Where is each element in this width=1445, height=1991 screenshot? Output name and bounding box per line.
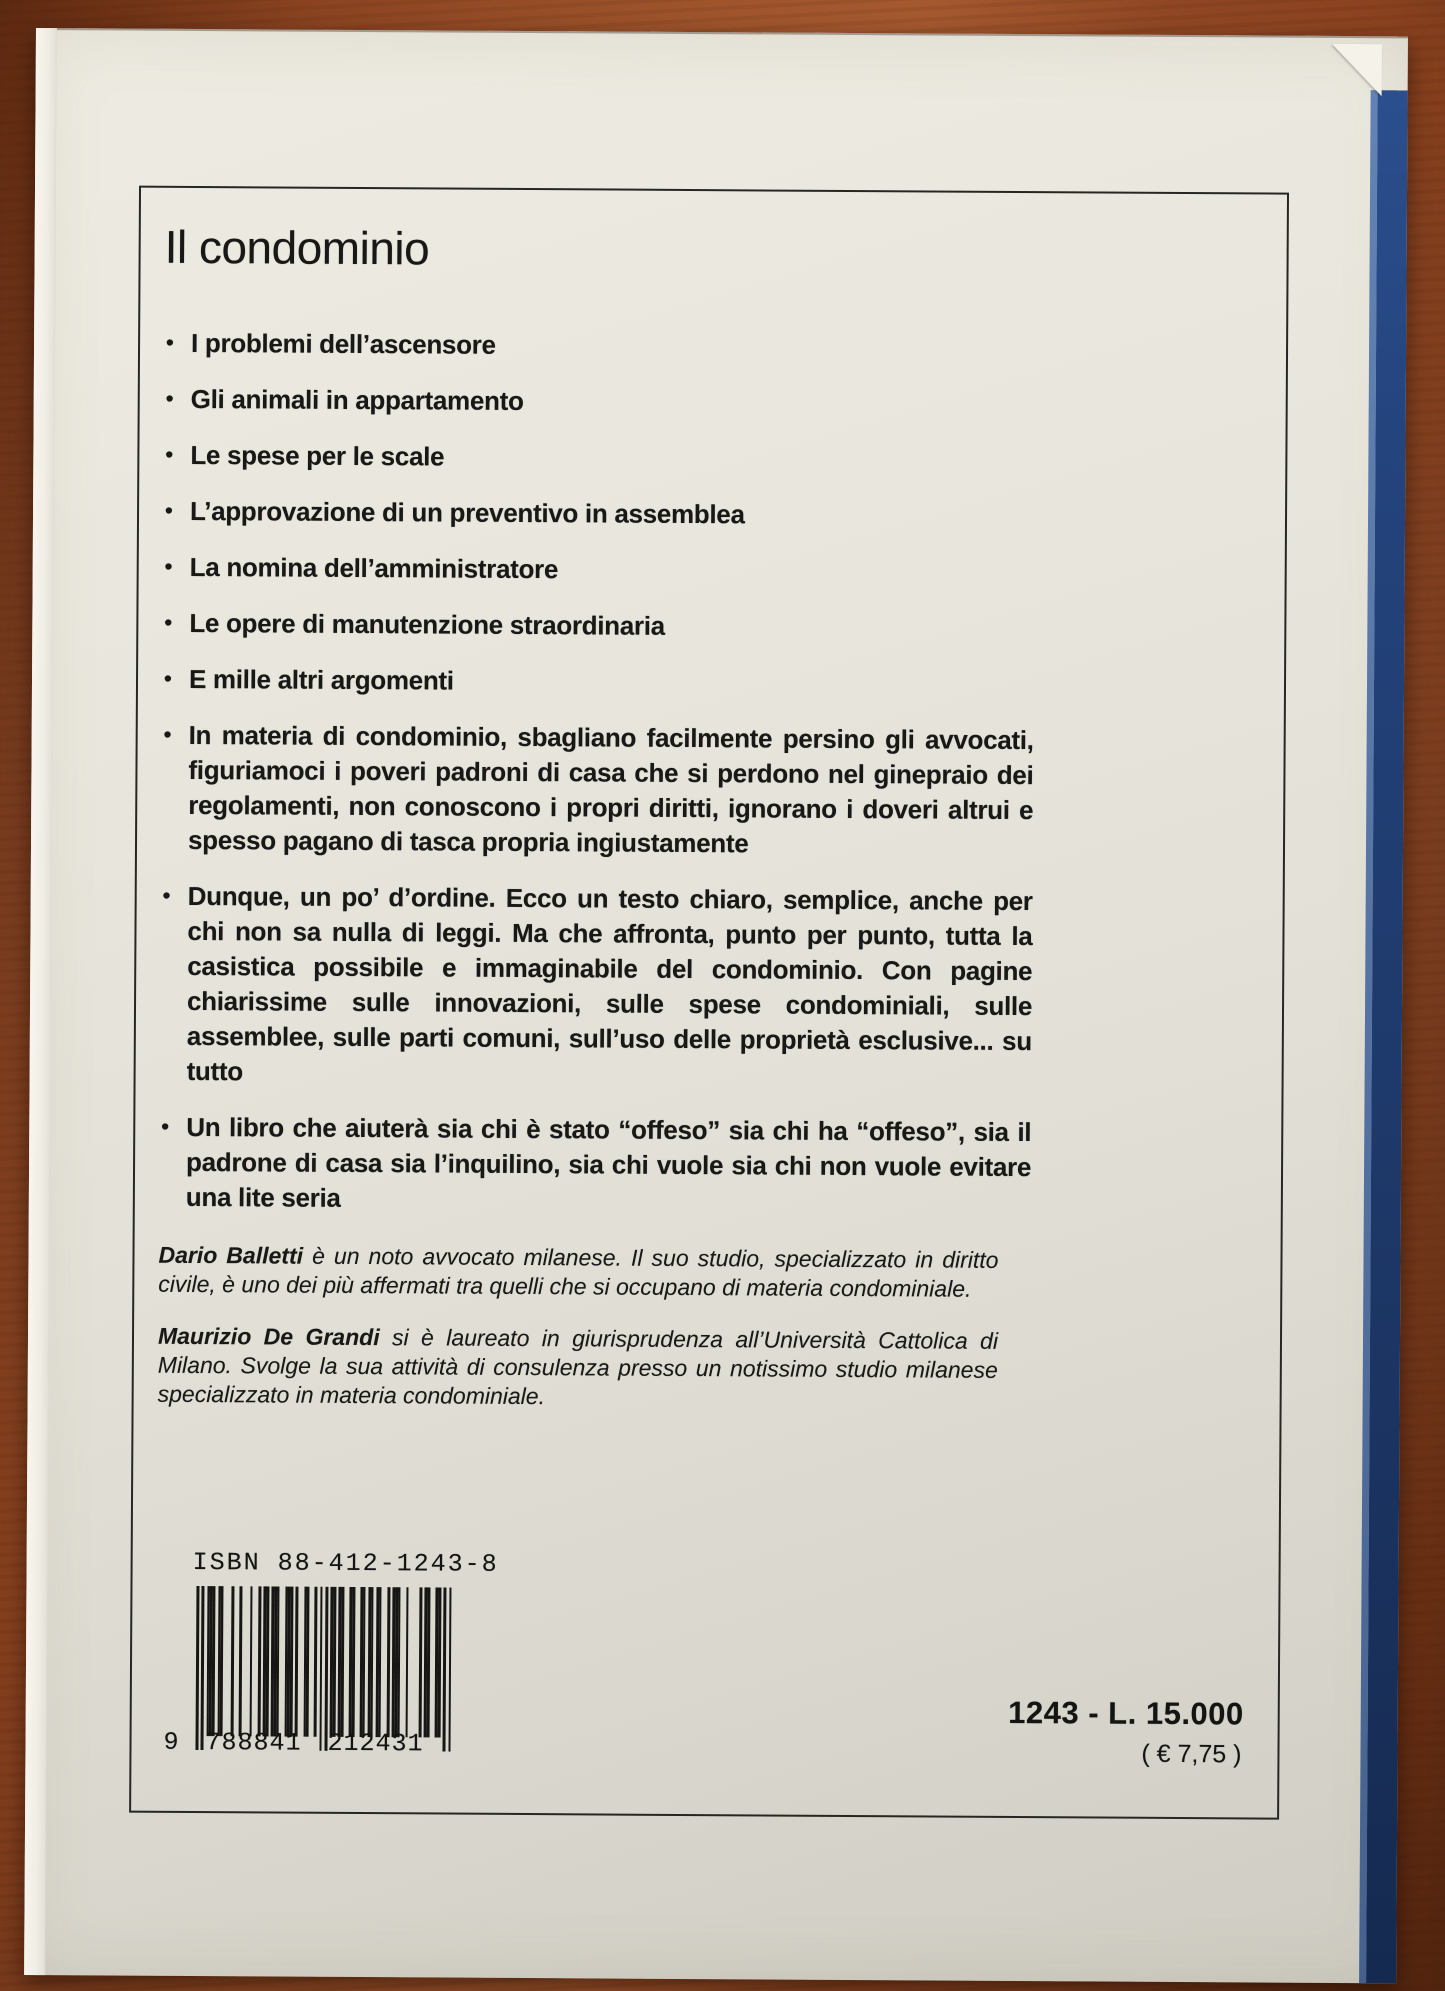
- author-name: Dario Balletti: [158, 1241, 304, 1269]
- bullet-dot-icon: •: [164, 553, 173, 579]
- bullet-item: [162, 606, 1034, 646]
- bullet-item: [164, 326, 1036, 366]
- bullet-text: Un libro che aiuterà sia chi è stato “offeso” sia chi ha “offeso”, sia il padrone di casa sia l’inquilino, sia chi vuole sia chi non vuole evitare una lite seria: [185, 1111, 1032, 1213]
- bullet-dot-icon: •: [164, 497, 173, 523]
- bullet-item: [163, 494, 1035, 534]
- bullet-text: Le opere di manutenzione straordinaria: [189, 607, 665, 641]
- bullet-dot-icon: •: [163, 665, 172, 691]
- book-back-cover: [24, 28, 1408, 1983]
- barcode-digits: 9 788841 212431: [163, 1727, 424, 1759]
- bullet-dot-icon: •: [164, 609, 172, 635]
- bullet-text: Dunque, un po’ d’ordine. Ecco un testo chiaro, semplice, anche per chi non sa nulla di leggi. Ma che affronta, punto per punto, tutta la casistica possibile e immaginabile del condominio. Con pagine chiarissime sulle innovazioni, sulle spese condominiali, sulle assemblee, sulle parti comuni, sull’uso delle proprietà esclusive... su tutto: [186, 880, 1033, 1087]
- price-block: [1008, 1695, 1244, 1769]
- book-title: Il condominio: [164, 220, 430, 275]
- bullet-item: [163, 438, 1035, 478]
- bullet-item: [163, 550, 1035, 590]
- author-bios: [158, 1241, 1031, 1414]
- jacket-corner-fold: [1332, 44, 1382, 96]
- bullet-dot-icon: •: [161, 1113, 169, 1139]
- author-bio: [158, 1322, 999, 1414]
- bullet-item: [161, 718, 1034, 863]
- page-edge-highlight: [24, 28, 57, 1975]
- author-bio-text: è un noto avvocato milanese. Il suo studio, specializzato in diritto civile, è uno dei più affermati tra quelli che si occupano di materia condominiale.: [158, 1242, 999, 1302]
- bullet-text: In materia di condominio, sbagliano facilmente persino gli avvocati, figuriamoci i poveri padroni di casa che si perdono nel ginepraio dei regolamenti, non conoscono i propri diritti, ignorano i doveri altrui e spesso pagano di tasca propria ingiustamente: [187, 719, 1034, 859]
- bullet-dot-icon: •: [162, 882, 171, 908]
- bullet-dot-icon: •: [163, 721, 172, 747]
- bullet-dot-icon: •: [165, 441, 173, 467]
- back-cover-text-frame: [129, 186, 1289, 1820]
- bullet-dot-icon: •: [166, 329, 174, 355]
- bullet-text: Gli animali in appartamento: [190, 383, 524, 416]
- bullet-item: [162, 662, 1034, 702]
- barcode-bars: [195, 1586, 451, 1752]
- bullet-item: [160, 879, 1033, 1094]
- topics-list: [159, 326, 1036, 1220]
- bullet-item: [164, 382, 1036, 422]
- bullet-item: [159, 1110, 1032, 1220]
- back-cover-content: [157, 188, 1037, 1428]
- bullet-text: E mille altri argomenti: [188, 663, 454, 696]
- author-name: Maurizio De Grandi: [157, 1322, 380, 1351]
- isbn-label: ISBN 88-412-1243-8: [192, 1547, 499, 1579]
- bullet-dot-icon: •: [165, 385, 174, 411]
- author-bio: [158, 1241, 998, 1304]
- bullet-text: Le spese per le scale: [190, 439, 445, 472]
- bullet-text: La nomina dell’amministratore: [189, 551, 559, 585]
- bullet-text: I problemi dell’ascensore: [190, 327, 496, 360]
- price-lire: 1243 - L. 15.000: [1008, 1694, 1244, 1732]
- bullet-text: L’approvazione di un preventivo in assemblea: [189, 495, 745, 530]
- price-euro: ( € 7,75 ): [1141, 1739, 1242, 1769]
- author-bio-text: si è laureato in giurisprudenza all’Università Cattolica di Milano. Svolge la sua attività di consulenza presso un notissimo studio milanese specializzato in materia condominiale.: [157, 1324, 999, 1410]
- ean-barcode: [163, 1586, 454, 1780]
